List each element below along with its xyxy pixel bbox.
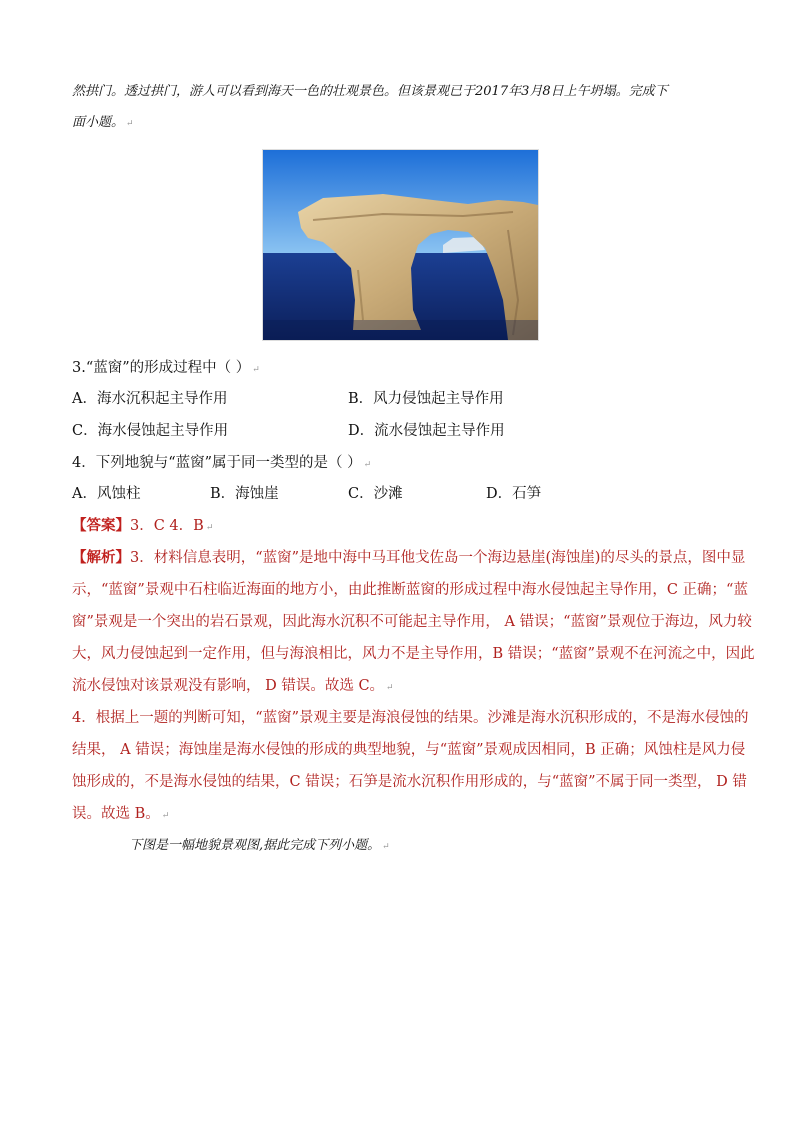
q4-option-b: B．海蚀崖 (210, 486, 279, 502)
q3-option-a: A．海水沉积起主导作用 (72, 391, 228, 407)
analysis-line-3: 窗”景观是一个突出的岩石景观，因此海水沉积不可能起主导作用， A 错误；“蓝窗”景观位于海边，风力较 (72, 614, 752, 630)
answer-line: 【答案】3．C 4．B ↵ (72, 517, 214, 534)
analysis-line-6: 4．根据上一题的判断可知，“蓝窗”景观主要是海浪侵蚀的结果。沙滩是海水沉积形成的，不是海水侵蚀的 (72, 710, 749, 726)
analysis-line-9: 误。故选 B。 ↵ (72, 806, 170, 822)
q4-option-a: A．风蚀柱 (72, 486, 141, 502)
analysis-line-2: 示，“蓝窗”景观中石柱临近海面的地方小，由此推断蓝窗的形成过程中海水侵蚀起主导作用，C 正确；“蓝 (72, 582, 748, 598)
analysis-line-4: 大，风力侵蚀起到一定作用，但与海浪相比，风力不是主导作用，B 错误；“蓝窗”景观不在河流之中，因此 (72, 646, 755, 662)
analysis-line-8: 蚀形成的，不是海水侵蚀的结果，C 错误；石笋是流水沉积作用形成的，与“蓝窗”不属于同一类型， D 错 (72, 774, 747, 790)
q4-option-c: C．沙滩 (348, 486, 403, 502)
intro-line-2: 面小题。 ↵ (72, 115, 134, 130)
analysis-tag: 【解析】 (72, 549, 130, 566)
question-3-stem: 3.“蓝窗”的形成过程中（ ） ↵ (72, 360, 260, 376)
analysis-line-5: 流水侵蚀对该景观没有影响， D 错误。故选 C。 ↵ (72, 678, 394, 694)
answer-tag: 【答案】 (72, 517, 130, 534)
intro-line-1: 然拱门。透过拱门，游人可以看到海天一色的壮观景色。但该景观已于2017年3月8日上午坍塌。完成下 (72, 84, 668, 99)
q3-option-b: B．风力侵蚀起主导作用 (348, 391, 504, 407)
analysis-line-7: 结果， A 错误；海蚀崖是海水侵蚀的形成的典型地貌，与“蓝窗”景观成因相同，B 正确；风蚀柱是风力侵 (72, 742, 746, 758)
question-4-stem: 4．下列地貌与“蓝窗”属于同一类型的是（ ） ↵ (72, 455, 372, 471)
q3-option-c: C．海水侵蚀起主导作用 (72, 423, 229, 439)
azure-window-photo (262, 149, 539, 341)
q4-option-d: D．石笋 (486, 486, 542, 502)
answer-text: 3．C 4．B (130, 518, 204, 534)
analysis-line-1: 【解析】3．材料信息表明，“蓝窗”是地中海中马耳他戈佐岛一个海边悬崖(海蚀崖)的尽头的景点，图中显 (72, 549, 746, 566)
q3-option-d: D．流水侵蚀起主导作用 (348, 423, 505, 439)
next-question-intro: 下图是一幅地貌景观图,据此完成下列小题。 ↵ (129, 838, 390, 853)
